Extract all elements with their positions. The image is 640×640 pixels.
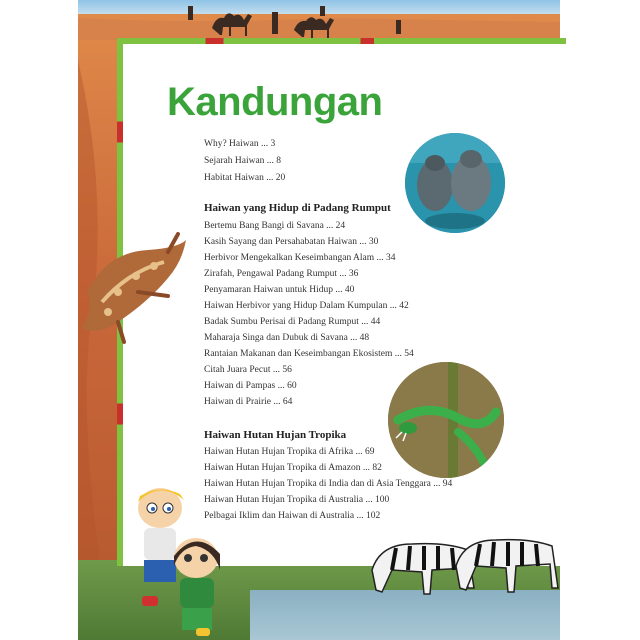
toc-item: Badak Sumbu Perisai di Padang Rumput ... 44 [204,317,381,327]
section-heading: Haiwan Hutan Hujan Tropika [204,429,347,441]
toc-item: Haiwan Hutan Hujan Tropika di Afrika ... 69 [204,447,375,457]
toc-item: Bertemu Bang Bangi di Savana ... 24 [204,221,346,231]
toc-item: Haiwan di Prairie ... 64 [204,397,293,407]
toc-item: Penyamaran Haiwan untuk Hidup ... 40 [204,285,355,295]
toc-item: Haiwan di Pampas ... 60 [204,381,297,391]
toc-item: Haiwan Hutan Hujan Tropika di Amazon ... 82 [204,463,382,473]
toc-item: Maharaja Singa dan Dubuk di Savana ... 48 [204,333,370,343]
toc-item: Rantaian Makanan dan Keseimbangan Ekosistem ... 54 [204,349,414,359]
page-title: Kandungan [167,80,383,124]
cartoon-girl [174,538,220,636]
toc-item: Haiwan Hutan Hujan Tropika di India dan di Asia Tenggara ... 94 [204,479,453,489]
toc-item: Zirafah, Pengawal Padang Rumput ... 36 [204,269,359,279]
toc-item: Pelbagai Iklim dan Haiwan di Australia ... 102 [204,511,381,521]
toc-item: Why? Haiwan ... 3 [204,139,276,149]
section-heading: Haiwan yang Hidup di Padang Rumput [204,202,391,214]
toc-item: Haiwan Herbivor yang Hidup Dalam Kumpulan ... 42 [204,301,409,311]
cartoon-boy [138,488,184,606]
toc-item: Citah Juara Pecut ... 56 [204,365,292,375]
toc-item: Herbivor Mengekalkan Keseimbangan Alam ... 34 [204,253,396,263]
toc-item: Haiwan Hutan Hujan Tropika di Australia ... 100 [204,495,390,505]
toc-item: Habitat Haiwan ... 20 [204,173,286,183]
toc-item: Kasih Sayang dan Persahabatan Haiwan ... 30 [204,237,379,247]
toc-item: Sejarah Haiwan ... 8 [204,156,282,166]
